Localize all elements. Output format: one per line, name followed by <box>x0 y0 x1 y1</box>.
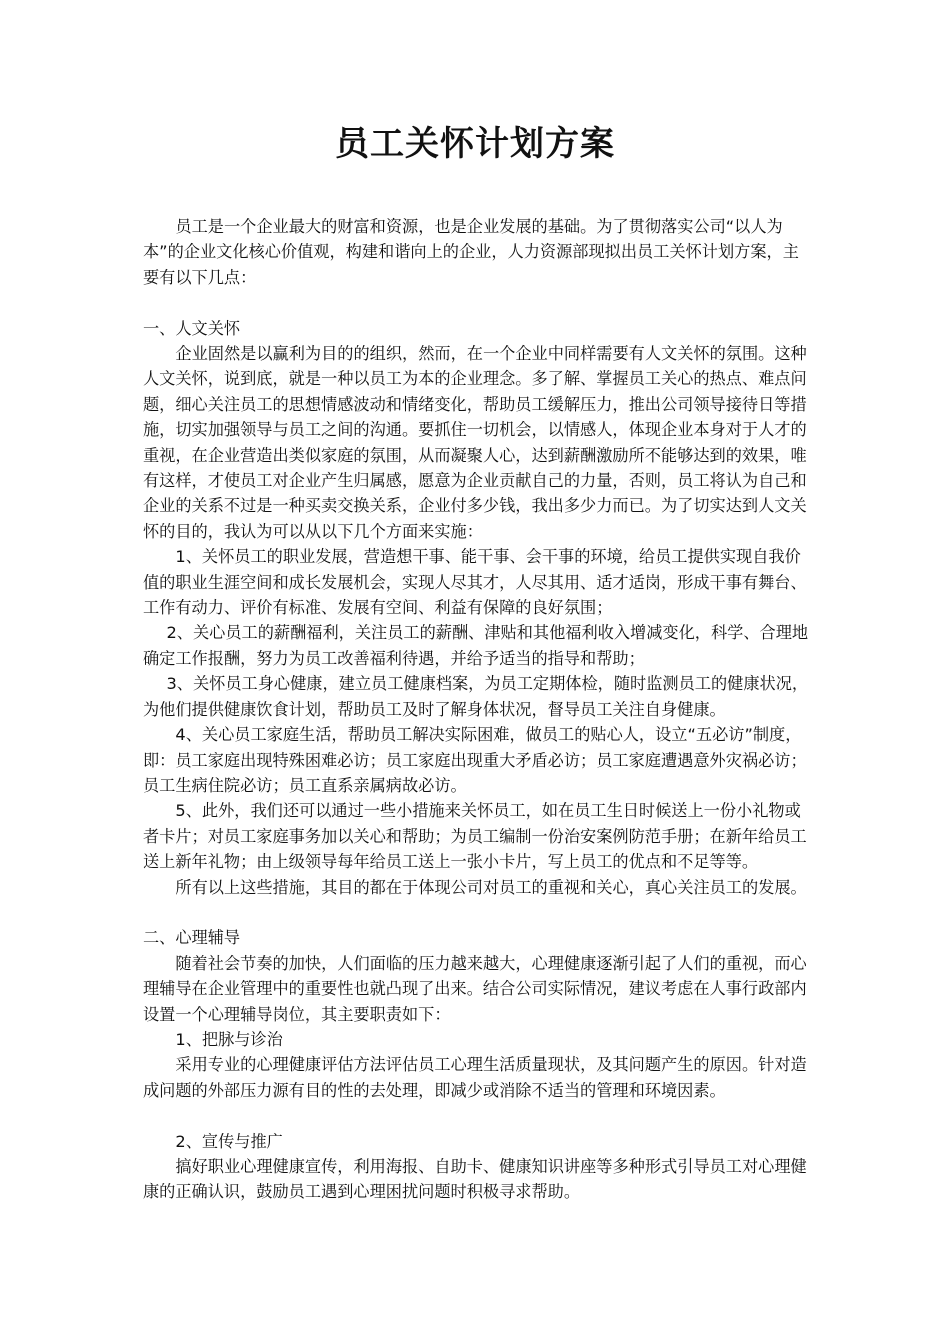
care-item-2: 2、关心员工的薪酬福利，关注员工的薪酬、津贴和其他福利收入增减变化，科学、合理地确定工作报酬，努力为员工改善福利待遇，并给予适当的指导和帮助； <box>143 623 809 668</box>
section-heading-psychological-counseling: 二、心理辅导 <box>143 928 241 948</box>
care-item-4: 4、关心员工家庭生活，帮助员工解决实际困难，做员工的贴心人，设立“五必访”制度，即：员工家庭出现特殊困难必访；员工家庭出现重大矛盾必访；员工家庭遭遇意外灾祸必访；员工生病住院必访；员工直系亲属病故必访。 <box>143 725 807 795</box>
section-heading-humanistic-care: 一、人文关怀 <box>143 318 241 338</box>
care-item-3: 3、关怀员工身心健康，建立员工健康档案，为员工定期体检，随时监测员工的健康状况，为他们提供健康饮食计划，帮助员工及时了解身体状况，督导员工关注自身健康。 <box>143 674 809 719</box>
counseling-promotion-text: 搞好职业心理健康宣传，利用海报、自助卡、健康知识讲座等多种形式引导员工对心理健康的正确认识，鼓励员工遇到心理困扰问题时积极寻求帮助。 <box>143 1156 807 1202</box>
care-item-5: 5、此外，我们还可以通过一些小措施来关怀员工，如在员工生日时候送上一份小礼物或者卡片；对员工家庭事务加以关心和帮助；为员工编制一份治安案例防范手册；在新年给员工送上新年礼物；由上级领导每年给员工送上一张小卡片，写上员工的优点和不足等等。 <box>143 801 807 872</box>
spacer <box>143 1103 810 1128</box>
intro-paragraph: 员工是一个企业最大的财富和资源，也是企业发展的基础。为了贯彻落实公司“以人为本”的企业文化核心价值观，构建和谐向上的企业，人力资源部现拟出员工关怀计划方案，主要有以下几点： <box>143 217 799 287</box>
counseling-subheading-promotion: 2、宣传与推广 <box>175 1131 283 1151</box>
humanistic-care-paragraph: 企业固然是以赢利为目的的组织，然而，在一个企业中同样需要有人文关怀的氛围。这种人文关怀，说到底，就是一种以员工为本的企业理念。多了解、掌握员工关心的热点、难点问题，细心关注员工的思想情感波动和情绪变化，帮助员工缓解压力，推出公司领导接待日等措施，切实加强领导与员工之间的沟通。要抓住一切机会，以情感人，体现企业本身对于人才的重视，在企业营造出类似家庭的氛围，从而凝聚人心，达到薪酬激励所不能够达到的效果，唯有这样，才使员工对企业产生归属感，愿意为企业贡献自己的力量，否则，员工将认为自己和企业的关系不过是一种买卖交换关系，企业付多少钱，我出多少力而已。为了切实达到人文关怀的目的，我认为可以从以下几个方面来实施： <box>143 344 807 541</box>
document-body <box>143 214 810 1205</box>
spacer <box>143 900 810 925</box>
counseling-paragraph: 随着社会节奏的加快，人们面临的压力越来越大，心理健康逐渐引起了人们的重视，而心理辅导在企业管理中的重要性也就凸现了出来。结合公司实际情况，建议考虑在人事行政部内设置一个心理辅导岗位，其主要职责如下： <box>143 953 807 1024</box>
care-summary: 所有以上这些措施，其目的都在于体现公司对员工的重视和关心，真心关注员工的发展。 <box>175 877 807 897</box>
counseling-diagnosis-text: 采用专业的心理健康评估方法评估员工心理生活质量现状，及其问题产生的原因。针对造成问题的外部压力源有目的性的去处理，即减少或消除不适当的管理和环境因素。 <box>143 1055 807 1100</box>
document-title: 员工关怀计划方案 <box>335 124 615 164</box>
care-item-1: 1、关怀员工的职业发展，营造想干事、能干事、会干事的环境，给员工提供实现自我价值的职业生涯空间和成长发展机会，实现人尽其才，人尽其用、适才适岗，形成干事有舞台、工作有动力、评价有标准、发展有空间、利益有保障的良好氛围； <box>143 547 807 618</box>
counseling-subheading-diagnosis: 1、把脉与诊治 <box>175 1029 283 1049</box>
spacer <box>143 290 810 315</box>
